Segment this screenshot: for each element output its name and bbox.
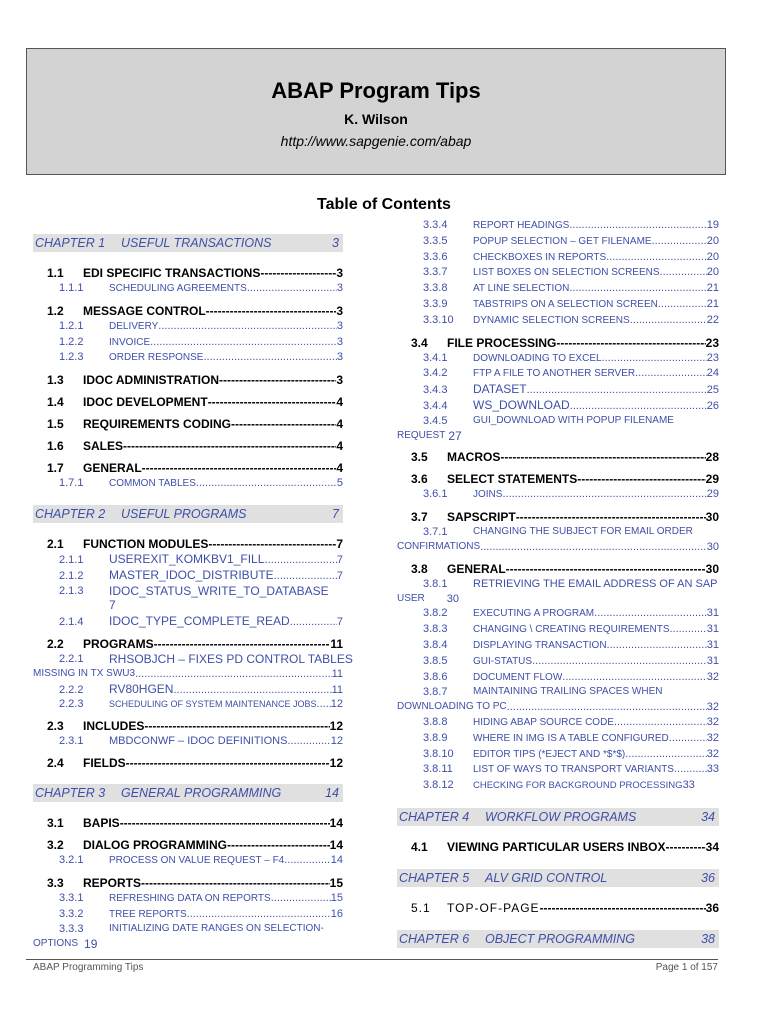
section-title: REPORTS [83,875,142,890]
subsection-number: 3.3.1 [59,891,84,904]
toc-subsection[interactable] [397,670,719,686]
section-title: GENERAL [83,461,142,476]
toc-section[interactable] [33,395,343,410]
toc-subsection[interactable] [397,398,719,414]
toc-subsection[interactable] [397,525,719,555]
subsection-title: USEREXIT_KOMKBV1_FILL. [109,551,268,566]
subsection-number: 3.8.4 [423,638,448,651]
subsection-page: 19 [84,937,98,952]
subsection-page: 12 [330,698,343,711]
subsection-title: DOCUMENT FLOW [473,671,563,683]
subsection-title: GUI_DOWNLOAD WITH POPUP FILENAME [473,414,674,426]
subsection-title-continued: OPTIONS [33,938,79,950]
section-page: 34 [705,839,719,854]
subsection-number: 3.3.5 [423,234,448,247]
subsection-page: 25 [706,384,719,397]
section-title: PROGRAMS [83,636,154,651]
subsection-title: CHANGING THE SUBJECT FOR EMAIL ORDER [473,526,693,538]
subsection-page: 19 [706,219,719,231]
section-title: MACROS [447,450,501,465]
section-page: 3 [336,303,343,318]
subsection-title-continued: USER [397,592,425,604]
toc-subsection[interactable] [33,552,343,568]
footer-doc-title: ABAP Programming Tips [33,962,144,973]
subsection-page: 26 [706,399,719,412]
section-title: VIEWING PARTICULAR USERS INBOX [447,839,666,854]
toc-subsection[interactable] [33,350,343,366]
toc-subsection[interactable] [33,922,343,952]
chapter-number: CHAPTER 1 [35,236,106,250]
chapter-page: 3 [332,236,339,250]
section-number: 3.6 [411,472,428,487]
toc-subsection[interactable] [397,366,719,382]
section-number: 3.3 [47,875,64,890]
subsection-title: LIST OF WAYS TO TRANSPORT VARIANTS [473,764,674,776]
chapter-name: USEFUL TRANSACTIONS [121,236,272,250]
section-title: FIELDS [83,755,126,770]
toc-chapter-6[interactable] [397,930,719,948]
subsection-number: 3.3.7 [423,266,448,279]
subsection-page: 32 [706,715,719,728]
section-page: 4 [336,417,343,432]
subsection-page: 20 [706,234,719,247]
subsection-number: 2.2.3 [59,698,84,711]
toc-subsection[interactable] [33,697,343,712]
section-page: 7 [336,536,343,551]
subsection-number: 3.3.8 [423,282,448,295]
section-number: 1.2 [47,303,64,318]
subsection-page: 3 [336,351,343,364]
document-author: K. Wilson [344,111,408,127]
subsection-title: INVOICE [109,336,151,348]
toc-section[interactable] [33,461,343,476]
toc-subsection[interactable] [397,234,719,250]
section-number: 2.4 [47,755,64,770]
chapter-number: CHAPTER 3 [35,785,106,800]
toc-subsection[interactable] [397,487,719,503]
section-number: 1.3 [47,373,64,388]
subsection-number: 2.2.2 [59,683,84,696]
subsection-number: 3.8.2 [423,607,448,620]
toc-section[interactable] [397,562,719,577]
subsection-page: 12 [330,735,343,748]
section-number: 1.4 [47,395,64,410]
subsection-page: 31 [706,607,719,620]
subsection-title: HIDING ABAP SOURCE CODE [473,716,614,728]
toc-subsection[interactable] [33,335,343,351]
section-title: INCLUDES [83,719,145,734]
toc-subsection[interactable] [397,715,719,731]
toc-subsection[interactable] [397,654,719,670]
toc-subsection[interactable] [397,414,719,444]
section-page: 11 [330,636,343,651]
toc-subsection[interactable] [397,778,719,794]
toc-subsection[interactable] [33,907,343,923]
subsection-page: 32 [706,747,719,760]
subsection-number: 2.1.3 [59,584,84,597]
subsection-number: 3.4.5 [423,414,448,427]
subsection-number: 2.1.1 [59,553,84,566]
section-title: SALES [83,439,124,454]
section-title: IDOC ADMINISTRATION [83,373,219,388]
toc-section[interactable] [397,472,719,487]
document-url[interactable]: http://www.sapgenie.com/abap [280,133,472,149]
section-number: 3.4 [411,335,428,350]
toc-subsection[interactable] [397,218,719,234]
section-number: 3.7 [411,510,428,525]
section-page: 30 [705,561,719,576]
subsection-page: 21 [706,297,719,310]
toc-section[interactable] [33,537,343,552]
toc-chapter-4[interactable] [397,808,719,826]
subsection-page: 14 [330,853,343,866]
subsection-title: DYNAMIC SELECTION SCREENS [473,314,630,326]
section-number: 4.1 [411,839,428,854]
toc-subsection[interactable] [397,250,719,266]
section-number: 1.1 [47,266,64,280]
subsection-number: 1.2.3 [59,351,84,364]
subsection-number: 3.3.4 [423,219,448,231]
subsection-number: 3.8.6 [423,670,448,683]
subsection-page: 22 [706,313,719,326]
chapter-page: 34 [701,809,715,824]
subsection-title: AT LINE SELECTION [473,283,570,295]
toc-section[interactable] [33,304,343,319]
subsection-title: MBDCONWF – IDOC DEFINITIONS [109,735,288,748]
toc-chapter-3[interactable] [33,784,343,802]
subsection-page: 3 [336,282,343,294]
subsection-title: DELIVERY [109,320,159,332]
subsection-title: POPUP SELECTION – GET FILENAME [473,235,652,247]
subsection-number: 3.3.9 [423,297,448,310]
section-number: 2.1 [47,536,64,551]
subsection-page: 3 [336,319,343,332]
subsection-title: DOWNLOADING TO EXCEL [473,352,602,364]
section-number: 3.1 [47,815,64,830]
toc-subsection[interactable] [397,281,719,297]
section-title: GENERAL [447,561,506,576]
toc-section[interactable] [33,637,343,652]
chapter-name: ALV GRID CONTROL [485,870,608,885]
toc-left-column [33,230,353,952]
document-header-box [26,48,726,175]
subsection-page: 32 [706,670,719,683]
subsection-page: 20 [706,266,719,279]
subsection-title: EDITOR TIPS (*EJECT AND *$*$) [473,748,626,760]
subsection-number: 3.3.6 [423,250,448,263]
subsection-page: 27 [448,428,462,443]
section-number: 3.8 [411,561,428,576]
subsection-number: 3.8.1 [423,577,448,590]
subsection-title: SCHEDULING AGREEMENTS [109,283,247,294]
toc-section[interactable] [33,266,343,281]
subsection-number: 2.1.2 [59,569,84,582]
subsection-title-continued: REQUEST [397,429,446,441]
subsection-title: PROCESS ON VALUE REQUEST – F4 [109,854,285,866]
toc-subsection[interactable] [397,382,719,398]
subsection-number: 3.8.9 [423,731,448,744]
subsection-title: CHECKBOXES IN REPORTS [473,251,607,263]
subsection-title-continued: CONFIRMATIONS [397,540,481,552]
section-title: SAPSCRIPT [447,510,516,525]
subsection-page: 31 [706,638,719,651]
toc-subsection[interactable] [397,265,719,281]
subsection-title: JOINS [473,489,503,501]
subsection-page: 7 [336,616,343,629]
subsection-number: 2.1.4 [59,616,84,629]
subsection-title: TREE REPORTS [109,908,187,920]
subsection-number: 3.4.1 [423,351,448,364]
subsection-number: 3.4.2 [423,367,448,380]
toc-subsection[interactable] [33,853,343,869]
subsection-page: 31 [706,654,719,667]
subsection-page: 21 [706,282,719,295]
chapter-name: GENERAL PROGRAMMING [121,785,282,800]
subsection-title: FTP A FILE TO ANOTHER SERVER [473,368,636,380]
subsection-number: 3.8.5 [423,654,448,667]
chapter-page: 14 [325,785,339,800]
subsection-title: WS_DOWNLOAD [473,397,570,412]
toc-subsection[interactable] [397,297,719,313]
subsection-title: COMMON TABLES [109,478,196,490]
toc-section[interactable] [397,450,719,465]
toc-subsection[interactable] [397,731,719,747]
section-title: FUNCTION MODULES [83,536,209,551]
subsection-page: 31 [706,623,719,636]
toc-subsection[interactable] [397,762,719,778]
toc-subsection[interactable] [397,606,719,622]
section-page: 29 [705,472,719,487]
chapter-page: 36 [701,870,715,885]
toc-section[interactable] [33,417,343,432]
section-title: TOP-OF-PAGE [447,900,540,915]
subsection-title: ORDER RESPONSE [109,352,204,364]
toc-section[interactable] [397,901,719,916]
toc-subsection[interactable] [33,651,353,682]
toc-subsection[interactable] [33,614,343,630]
subsection-title: CHECKING FOR BACKGROUND PROCESSING [473,780,683,792]
subsection-number: 1.1.1 [59,282,84,294]
toc-subsection[interactable] [33,584,343,615]
subsection-page: 5 [336,477,343,490]
section-page: 30 [705,510,719,525]
subsection-title: SCHEDULING OF SYSTEM MAINTENANCE JOBS [109,699,317,710]
subsection-number: 2.2.1 [59,652,84,665]
subsection-title: RV80HGEN [109,681,174,696]
toc-section[interactable] [33,719,343,734]
subsection-page: 11 [331,667,343,680]
subsection-number: 3.3.2 [59,907,84,920]
chapter-number: CHAPTER 2 [35,506,106,521]
section-page: 4 [336,461,343,476]
section-page: 4 [336,395,343,410]
section-title: REQUIREMENTS CODING [83,417,232,432]
subsection-title: GUI-STATUS [473,655,533,667]
section-title: BAPIS [83,815,120,830]
toc-section[interactable] [397,336,719,351]
toc-subsection[interactable] [33,568,343,584]
subsection-number: 3.3.3 [59,923,84,936]
toc-section[interactable] [33,756,343,771]
section-number: 3.5 [411,450,428,465]
subsection-title: IDOC_TYPE_COMPLETE_READ [109,614,290,629]
chapter-page: 38 [701,931,715,946]
section-page: 12 [329,719,343,734]
section-title: IDOC DEVELOPMENT [83,395,208,410]
subsection-number: 3.8.3 [423,623,448,636]
subsection-number: 3.8.8 [423,715,448,728]
toc-subsection[interactable] [397,685,719,715]
subsection-title: TABSTRIPS ON A SELECTION SCREEN [473,298,658,310]
subsection-title: LIST BOXES ON SELECTION SCREENS [473,267,660,279]
section-page: 12 [329,755,343,770]
subsection-title-continued: MISSING IN TX SWU3 [33,667,136,679]
subsection-number: 3.2.1 [59,853,84,866]
toc-chapter-2[interactable] [33,505,343,523]
section-number: 1.5 [47,417,64,432]
toc-chapter-1[interactable] [33,234,343,252]
subsection-title: RETRIEVING THE EMAIL ADDRESS OF AN SAP [473,577,718,590]
subsection-title: MASTER_IDOC_DISTRIBUTE [109,567,274,582]
subsection-title: CHANGING \ CREATING REQUIREMENTS [473,624,670,636]
chapter-name: WORKFLOW PROGRAMS [485,809,637,824]
toc-subsection[interactable] [397,313,719,329]
toc-section[interactable] [33,439,343,454]
subsection-number: 3.8.12 [423,779,454,792]
section-page: 3 [336,373,343,388]
subsection-title: DATASET [473,382,527,397]
toc-subsection[interactable] [33,281,343,297]
section-page: 15 [329,875,343,890]
subsection-page: 11 [331,683,343,696]
section-number: 1.7 [47,461,64,476]
section-page: 36 [705,900,719,915]
toc-subsection[interactable] [33,319,343,335]
subsection-number: 3.3.10 [423,313,454,326]
subsection-number: 3.7.1 [423,526,448,539]
subsection-page: 30 [446,592,460,605]
footer-page-number: Page 1 of 157 [655,962,718,973]
subsection-page: 33 [706,763,719,776]
chapter-number: CHAPTER 5 [399,870,470,885]
subsection-page: 23 [706,351,719,364]
toc-subsection[interactable] [33,891,343,907]
toc-subsection[interactable] [397,747,719,763]
subsection-title: IDOC_STATUS_WRITE_TO_DATABASE [109,583,329,598]
section-number: 2.2 [47,636,64,651]
subsection-title: REFRESHING DATA ON REPORTS [109,892,271,904]
toc-right-column [397,218,719,948]
section-title: MESSAGE CONTROL [83,303,206,318]
toc-subsection[interactable] [33,682,343,698]
subsection-page: 30 [706,540,719,553]
subsection-page: 7 [109,598,116,613]
subsection-number: 3.4.3 [423,384,448,397]
section-page: 3 [336,266,343,280]
chapter-number: CHAPTER 6 [399,931,470,946]
footer-divider [26,959,718,960]
toc-subsection[interactable] [397,351,719,367]
subsection-number: 1.7.1 [59,477,84,490]
section-number: 3.2 [47,837,64,852]
section-number: 2.3 [47,719,64,734]
document-title: ABAP Program Tips [271,78,481,103]
subsection-page: 29 [706,488,719,501]
toc-subsection[interactable] [33,734,343,749]
subsection-page: 7 [336,553,343,566]
subsection-number: 3.6.1 [423,488,448,501]
subsection-page: 3 [336,335,343,348]
section-title: SELECT STATEMENTS [447,472,578,487]
subsection-page: 32 [706,731,719,744]
toc-section[interactable] [33,816,343,831]
section-page: 14 [329,815,343,830]
subsection-title: RHSOBJCH – FIXES PD CONTROL TABLES [109,651,353,666]
subsection-page: 20 [706,250,719,263]
toc-section[interactable] [33,876,343,891]
section-page: 23 [705,335,719,350]
subsection-title-continued: DOWNLOADING TO PC [397,701,507,713]
subsection-number: 2.3.1 [59,735,84,748]
subsection-page: 15 [330,891,343,904]
section-number: 5.1 [411,900,431,915]
toc-subsection[interactable] [33,476,343,492]
subsection-page: 7 [336,569,343,582]
section-title: EDI SPECIFIC TRANSACTIONS [83,266,261,280]
subsection-title: REPORT HEADINGS [473,220,570,231]
subsection-number: 1.2.1 [59,319,84,332]
chapter-name: USEFUL PROGRAMS [121,506,247,521]
subsection-title: EXECUTING A PROGRAM [473,608,595,620]
subsection-number: 3.8.11 [423,763,453,776]
subsection-title: MAINTAINING TRAILING SPACES WHEN [473,686,663,698]
chapter-page: 7 [332,506,339,521]
subsection-number: 3.8.10 [423,747,454,760]
chapter-number: CHAPTER 4 [399,809,470,824]
subsection-title: DISPLAYING TRANSACTION [473,639,607,651]
subsection-page: 24 [706,367,719,380]
subsection-page: 32 [706,701,719,714]
toc-section[interactable] [397,840,719,855]
section-number: 1.6 [47,439,64,454]
subsection-page: 33 [682,779,695,792]
toc-section[interactable] [397,510,719,525]
section-page: 14 [329,837,343,852]
section-title: DIALOG PROGRAMMING [83,837,227,852]
toc-subsection[interactable] [397,638,719,654]
subsection-number: 3.4.4 [423,399,448,412]
toc-chapter-5[interactable] [397,869,719,887]
subsection-number: 1.2.2 [59,335,84,348]
subsection-title: WHERE IN IMG IS A TABLE CONFIGURED [473,732,669,744]
subsection-page: 16 [330,907,343,920]
subsection-number: 3.8.7 [423,686,448,699]
toc-subsection[interactable] [397,622,719,638]
section-page: 4 [336,439,343,454]
toc-section[interactable] [33,838,343,853]
chapter-name: OBJECT PROGRAMMING [485,931,636,946]
section-title: FILE PROCESSING [447,335,557,350]
toc-subsection[interactable] [397,577,719,607]
toc-title: Table of Contents [317,196,451,213]
toc-section[interactable] [33,373,343,388]
subsection-title: INITIALIZING DATE RANGES ON SELECTION- [109,923,324,935]
section-page: 28 [705,450,719,465]
